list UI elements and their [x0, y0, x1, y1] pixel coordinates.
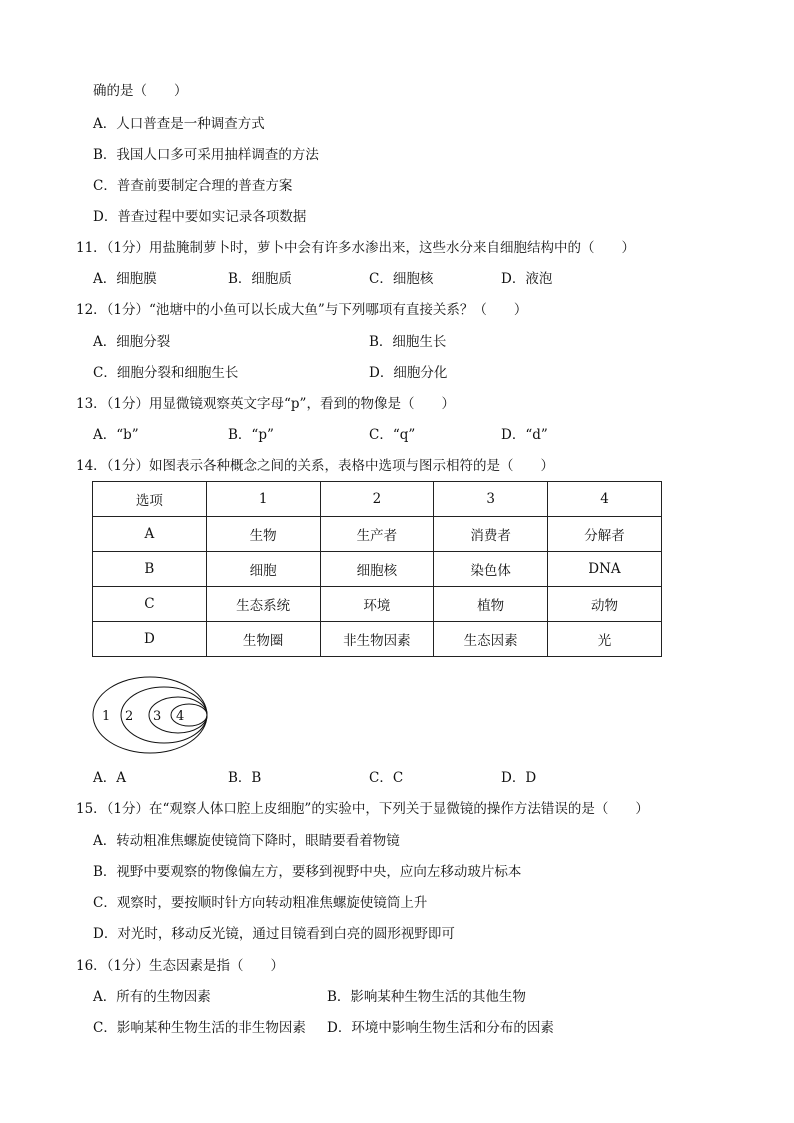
q13-stem: 13．（1分）用显微镜观察英文字母“p”，看到的物像是（ ） [76, 396, 455, 412]
venn-label-1: 1 [102, 709, 111, 724]
q15-option-d: D．对光时，移动反光镜，通过目镜看到白亮的圆形视野即可 [93, 926, 455, 942]
q10-stem-continuation: 确的是（ ） [93, 83, 188, 99]
table-cell: 生态因素 [434, 622, 548, 657]
nested-concept-diagram [92, 674, 212, 758]
q13-option-a: A．“b” [93, 427, 139, 443]
venn-label-2: 2 [125, 709, 134, 724]
table-cell: 植物 [434, 587, 548, 622]
table-header-row [93, 482, 662, 517]
q14-option-d: D．D [501, 770, 537, 786]
q13-option-d: D．“d” [501, 427, 548, 443]
table-header-cell: 选项 [93, 482, 207, 517]
table-row [93, 517, 662, 552]
table-cell: 染色体 [434, 552, 548, 587]
table-header-cell: 3 [434, 482, 548, 517]
q11-option-c: C．细胞核 [369, 271, 434, 287]
q10-option-c: C．普查前要制定合理的普查方案 [93, 178, 293, 194]
q11-option-b: B．细胞质 [228, 271, 292, 287]
q16-stem: 16．（1分）生态因素是指（ ） [76, 958, 285, 974]
q12-stem: 12．（1分）“池塘中的小鱼可以长成大鱼”与下列哪项有直接关系？（ ） [76, 302, 528, 318]
table-cell: 非生物因素 [320, 622, 434, 657]
venn-label-3: 3 [153, 709, 162, 724]
table-cell: 动物 [548, 587, 662, 622]
venn-ellipse-2 [121, 687, 207, 743]
q13-option-c: C．“q” [369, 427, 416, 443]
table-row [93, 622, 662, 657]
q13-option-b: B．“p” [228, 427, 274, 443]
table-cell: DNA [548, 552, 662, 587]
table-row [93, 552, 662, 587]
table-cell: 生物圈 [206, 622, 320, 657]
table-cell: 细胞 [206, 552, 320, 587]
q15-stem: 15．（1分）在“观察人体口腔上皮细胞”的实验中，下列关于显微镜的操作方法错误的是（ ） [76, 801, 649, 817]
q12-option-a: A．细胞分裂 [93, 334, 171, 350]
table-row [93, 587, 662, 622]
q14-option-c: C．C [369, 770, 404, 786]
venn-label-4: 4 [176, 709, 185, 724]
concept-table [92, 481, 662, 657]
table-header-cell: 2 [320, 482, 434, 517]
table-cell: B [93, 552, 207, 587]
q12-option-d: D．细胞分化 [369, 365, 448, 381]
q12-option-c: C．细胞分裂和细胞生长 [93, 365, 239, 381]
table-cell: C [93, 587, 207, 622]
q12-option-b: B．细胞生长 [369, 334, 447, 350]
table-cell: 环境 [320, 587, 434, 622]
q10-option-b: B．我国人口多可采用抽样调查的方法 [93, 147, 319, 163]
q15-option-a: A．转动粗准焦螺旋使镜筒下降时，眼睛要看着物镜 [93, 833, 400, 849]
q15-option-c: C．观察时，要按顺时针方向转动粗准焦螺旋使镜筒上升 [93, 895, 428, 911]
table-cell: 分解者 [548, 517, 662, 552]
table-cell: 生产者 [320, 517, 434, 552]
q14-option-b: B．B [228, 770, 262, 786]
q11-option-a: A．细胞膜 [93, 271, 157, 287]
q16-option-b: B．影响某种生物生活的其他生物 [327, 989, 526, 1005]
table-header-cell: 4 [548, 482, 662, 517]
table-cell: 生态系统 [206, 587, 320, 622]
table-cell: 光 [548, 622, 662, 657]
table-cell: 细胞核 [320, 552, 434, 587]
table-cell: D [93, 622, 207, 657]
q16-option-d: D．环境中影响生物生活和分布的因素 [327, 1020, 554, 1036]
table-cell: A [93, 517, 207, 552]
q11-stem: 11．（1分）用盐腌制萝卜时，萝卜中会有许多水渗出来，这些水分来自细胞结构中的（ ） [76, 240, 636, 256]
q11-option-d: D．液泡 [501, 271, 553, 287]
q10-option-a: A．人口普查是一种调查方式 [93, 116, 265, 132]
q10-option-d: D．普查过程中要如实记录各项数据 [93, 209, 307, 225]
table-header-cell: 1 [206, 482, 320, 517]
q15-option-b: B．视野中要观察的物像偏左方，要移到视野中央，应向左移动玻片标本 [93, 864, 522, 880]
q14-option-a: A．A [93, 770, 126, 786]
q16-option-c: C．影响某种生物生活的非生物因素 [93, 1020, 306, 1036]
q16-option-a: A．所有的生物因素 [93, 989, 211, 1005]
table-cell: 消费者 [434, 517, 548, 552]
table-cell: 生物 [206, 517, 320, 552]
q14-stem: 14．（1分）如图表示各种概念之间的关系，表格中选项与图示相符的是（ ） [76, 458, 555, 474]
